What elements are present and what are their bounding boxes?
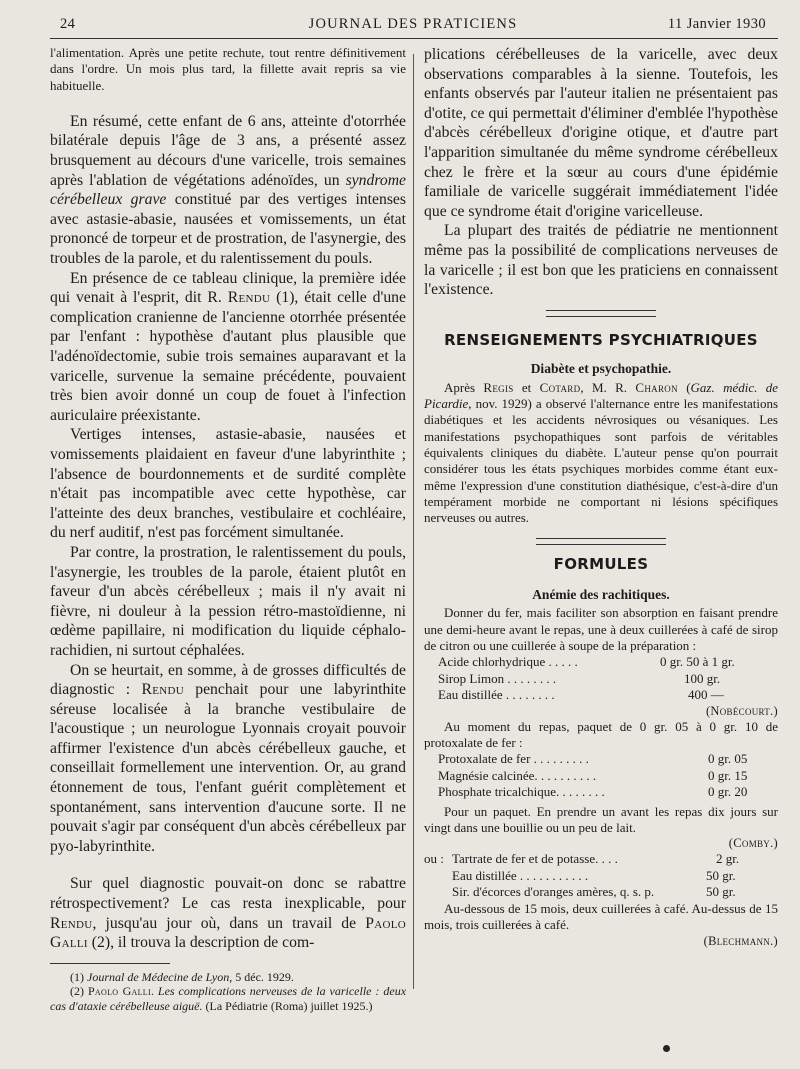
running-header bbox=[60, 14, 766, 36]
issue-date: 11 Janvier 1930 bbox=[667, 16, 766, 32]
case-tail-paragraph: l'alimentation. Après une petite rechute, tout rentre définitivement dans l'ordre. Un mois plus tard, la fillette avait repris sa vie habituelle. bbox=[50, 45, 406, 93]
footnote-2: (2) Paolo Galli. Les complications nerveuses de la varicelle : deux cas d'ataxie cérébelleuse aiguë. (La Pédiatrie (Roma) juillet 1925.) bbox=[50, 984, 407, 1013]
journal-title: JOURNAL DES PRATICIENS bbox=[308, 16, 518, 32]
retrospective-paragraph: Sur quel diagnostic pouvait-on donc se rabattre rétrospectivement? Le cas resta inexplicable, pour Rendu, jusqu'au jour où, dans un travail de Paolo Galli (2), il trouva la description de com- bbox=[50, 875, 406, 952]
diabetes-paragraph: Après Regis et Cotard, M. R. Charon (Gaz. médic. de Picardie, nov. 1929) a observé l'alternance entre les manifestations diabétiques et les accidents névrosiques ou vésaniques. Les manifestations psychopathiques sont parfois de véritables équivalents cliniques du diabète. L'auteur pense qu'on pourrait considérer tous les états psychiques morbides comme étant eux-même l'expression d'une constitution diathésique, c'est-à-dire d'un tempérament morbide ne comportant ni lésions spécifiques nerveuses ou autres. bbox=[424, 379, 778, 526]
section-rule bbox=[546, 310, 656, 317]
prescription-2 bbox=[424, 751, 778, 801]
formula-meal-paragraph: Au moment du repas, paquet de 0 gr. 05 à 0 gr. 10 de protoxalate de fer : bbox=[424, 718, 778, 751]
conclusion-paragraph: La plupart des traités de pédiatrie ne mentionnent même pas la possibilité de complications nerveuses de la varicelle ; il est bon que les praticiens en connaissent l'existence. bbox=[424, 222, 778, 299]
left-column bbox=[50, 45, 406, 1013]
right-column bbox=[424, 45, 778, 949]
labyrinthitis-paragraph: Vertiges intenses, astasie-abasie, nausées et vomissements plaidaient en faveur d'une labyrinthite ; l'absence de bourdonnements et de surdité complète n'était pas incompatible avec cette hypothèse, car l'atteinte des deux branches, vestibulaire et cochléaire, du nerf auditif, n'est pas forcément simultanée. bbox=[50, 426, 406, 542]
prescription-line: Sir. d'écorces d'oranges amères, q. s. p. 50 gr. bbox=[452, 884, 736, 900]
header-rule bbox=[50, 38, 778, 39]
formula-packet-paragraph: Pour un paquet. En prendre un avant les repas dix jours sur vingt dans une bouillie ou un peu de lait. bbox=[424, 803, 778, 836]
prescription-line: ou : Tartrate de fer et de potasse. . . . 2 gr. bbox=[424, 851, 740, 867]
subsection-title-anemia: Anémie des rachitiques. bbox=[532, 587, 670, 603]
column-divider bbox=[413, 54, 414, 989]
prescription-line: Protoxalate de fer . . . . . . . . . 0 gr. 05 bbox=[438, 751, 748, 767]
summary-paragraph: En résumé, cette enfant de 6 ans, atteinte d'otorrhée bilatérale depuis l'âge de 3 ans, a présenté assez brusquement au décours d'une varicelle, trois semaines après l'ablation de végétations adénoïdes, un syndrome cérébelleux grave constitué par des vertiges intenses avec astasie-abasie, nausées et vomissements, un état prononcé de torpeur et de prostration, de l'asynergie, des troubles de la parole, et du ralentissement du pouls. bbox=[50, 112, 406, 268]
formula-dosage-paragraph: Au-dessous de 15 mois, deux cuillerées à café. Au-dessus de 15 mois, trois cuillerées à café. bbox=[424, 900, 778, 933]
signature-nobecourt: (Nobécourt.) bbox=[705, 703, 778, 718]
section-rule bbox=[536, 538, 666, 545]
continuation-paragraph: plications cérébelleuses de la varicelle, avec deux observations comparables à la sienne. Toutefois, les enfants observés par l'auteur italien ne présentaient pas d'otite, ce qui permettait d'éliminer d'emblée l'hypothèse d'abcès cérébelleux d'origine otique, et d'autre part l'apparition simultanée du même syndrome cérébelleux chez le frère et la sœur au cours d'une épidémie familiale de varicelle suggérait immédiatement l'idée que ce syndrome était d'origine varicelleuse. bbox=[424, 46, 778, 220]
prescription-line: Sirop Limon . . . . . . . . 100 gr. bbox=[438, 670, 721, 686]
footnote-1: (1) Journal de Médecine de Lyon, 5 déc. 1929. bbox=[70, 969, 294, 984]
prescription-3 bbox=[424, 851, 778, 901]
clinical-paragraph: En présence de ce tableau clinique, la première idée qui venait à l'esprit, dit R. Rendu (1), était celle d'une complication cranienne de l'ancienne otorrhée présentée par l'enfant : hypothèse d'autant plus plausible que l'adénoïdectomie, subie trois semaines auparavant et la varicelle, survenue la semaine précédente, pouvaient très bien avoir donné un coup de fouet à l'infection auriculaire préexistante. bbox=[50, 269, 406, 424]
prescription-line: Acide chlorhydrique . . . . . 0 gr. 50 à 1 gr. bbox=[438, 654, 735, 670]
prescription-line: Eau distillée . . . . . . . . 400 — bbox=[438, 687, 724, 703]
diagnosis-paragraph: On se heurtait, en somme, à de grosses difficultés de diagnostic : Rendu penchait pour une labyrinthite séreuse localisée à la branche vestibulaire de l'acoustique ; un neurologue Lyonnais croyait pouvoir affirmer l'existence d'un abcès cérébelleux gauche, et conseillait formellement une intervention. Or, au grand étonnement de tous, l'enfant guérit complètement et spontanément, sans intervention d'aucune sorte. Il ne pouvait s'agir par conséquent d'un abcès cérébelleux par pyo-labyrinthite. bbox=[50, 661, 406, 855]
prescription-line: Eau distillée . . . . . . . . . . . 50 gr. bbox=[452, 867, 736, 883]
prescription-line: Phosphate tricalchique. . . . . . . . 0 gr. 20 bbox=[438, 784, 748, 800]
prescription-1 bbox=[424, 654, 778, 704]
subsection-title-diabetes: Diabète et psychopathie. bbox=[530, 360, 672, 376]
abscess-paragraph: Par contre, la prostration, le ralentissement du pouls, l'asynergie, les troubles de la parole, étaient plutôt en faveur d'un abcès cérébelleux ; mais il n'y avait ni fièvre, ni douleur à la pession rétro-mastoïdienne, ni œdème papillaire, ni modification du liquide céphalo-rachidien, ni surtout céphalées. bbox=[50, 543, 406, 659]
section-title-psychiatry: RENSEIGNEMENTS PSYCHIATRIQUES bbox=[444, 330, 758, 349]
section-title-formulas: FORMULES bbox=[553, 555, 649, 574]
signature-blechmann: (Blechmann.) bbox=[703, 933, 778, 948]
signature-comby: (Comby.) bbox=[728, 836, 778, 851]
prescription-line: Magnésie calcinée. . . . . . . . . . 0 gr. 15 bbox=[438, 767, 748, 783]
formula-intro: Donner du fer, mais faciliter son absorption en faisant prendre une demi-heure avant le repas, une à deux cuillerées à café de sirop de citron ou une cuillerée à soupe de la préparation : bbox=[424, 605, 778, 653]
footnote-rule bbox=[50, 963, 170, 964]
page-mark bbox=[663, 1045, 670, 1052]
page-number: 24 bbox=[60, 16, 76, 32]
